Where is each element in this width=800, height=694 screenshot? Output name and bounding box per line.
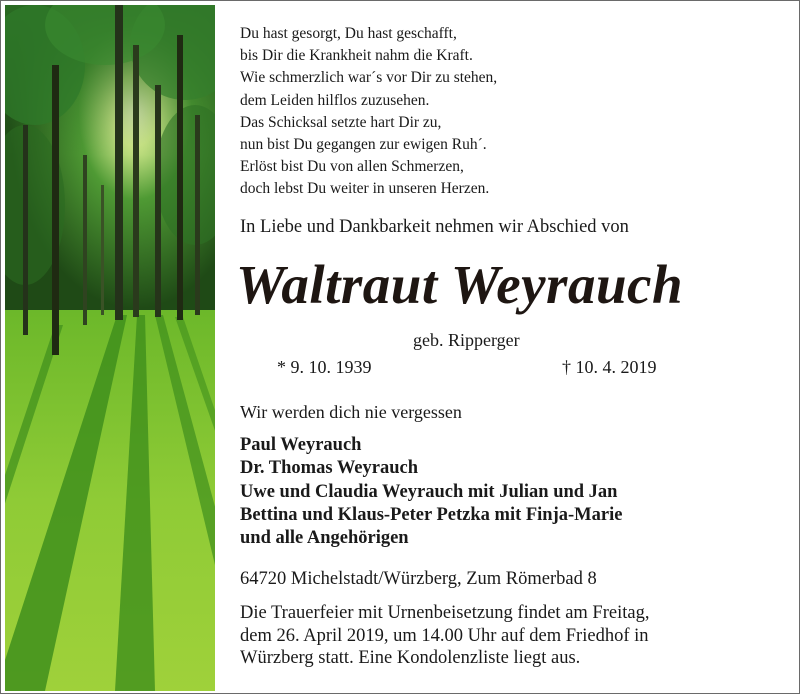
poem-line: doch lebst Du weiter in unseren Herzen. xyxy=(240,180,490,198)
memorial-poem xyxy=(240,23,497,201)
poem-line: Wie schmerzlich war´s vor Dir zu stehen, xyxy=(240,69,498,87)
death-date: † 10. 4. 2019 xyxy=(562,357,657,377)
mourner-name: Paul Weyrauch xyxy=(240,435,362,455)
mourner-name: Dr. Thomas Weyrauch xyxy=(240,458,419,479)
service-line: Die Trauerfeier mit Urnenbeisetzung findet am Freitag, xyxy=(240,603,650,623)
poem-line: bis Dir die Krankheit nahm die Kraft. xyxy=(240,47,473,65)
farewell-intro: In Liebe und Dankbarkeit nehmen wir Abschied von xyxy=(240,217,629,237)
forest-sunlight-image xyxy=(5,5,215,691)
poem-line: nun bist Du gegangen zur ewigen Ruh´. xyxy=(240,136,487,154)
funeral-service-info xyxy=(240,602,649,670)
maiden-name: geb. Ripperger xyxy=(413,330,520,350)
poem-line: dem Leiden hilflos zuzusehen. xyxy=(240,91,430,109)
deceased-name: Waltraut Weyrauch xyxy=(236,254,684,315)
mourners-list xyxy=(240,434,622,550)
birth-date: * 9. 10. 1939 xyxy=(277,357,372,377)
mourner-name: und alle Angehörigen xyxy=(240,528,409,549)
poem-line: Erlöst bist Du von allen Schmerzen, xyxy=(240,158,464,176)
farewell-line: Wir werden dich nie vergessen xyxy=(240,402,462,422)
service-line: Würzberg statt. Eine Kondolenzliste liegt aus. xyxy=(240,648,581,668)
poem-line: Das Schicksal setzte hart Dir zu, xyxy=(240,113,442,131)
family-address: 64720 Michelstadt/Würzberg, Zum Römerbad 8 xyxy=(240,569,597,589)
mourner-name: Uwe und Claudia Weyrauch mit Julian und Jan xyxy=(240,481,618,502)
mourner-name: Bettina und Klaus-Peter Petzka mit Finja-Marie xyxy=(240,504,623,525)
poem-line: Du hast gesorgt, Du hast geschafft, xyxy=(240,25,457,42)
service-line: dem 26. April 2019, um 14.00 Uhr auf dem Friedhof in xyxy=(240,625,649,646)
